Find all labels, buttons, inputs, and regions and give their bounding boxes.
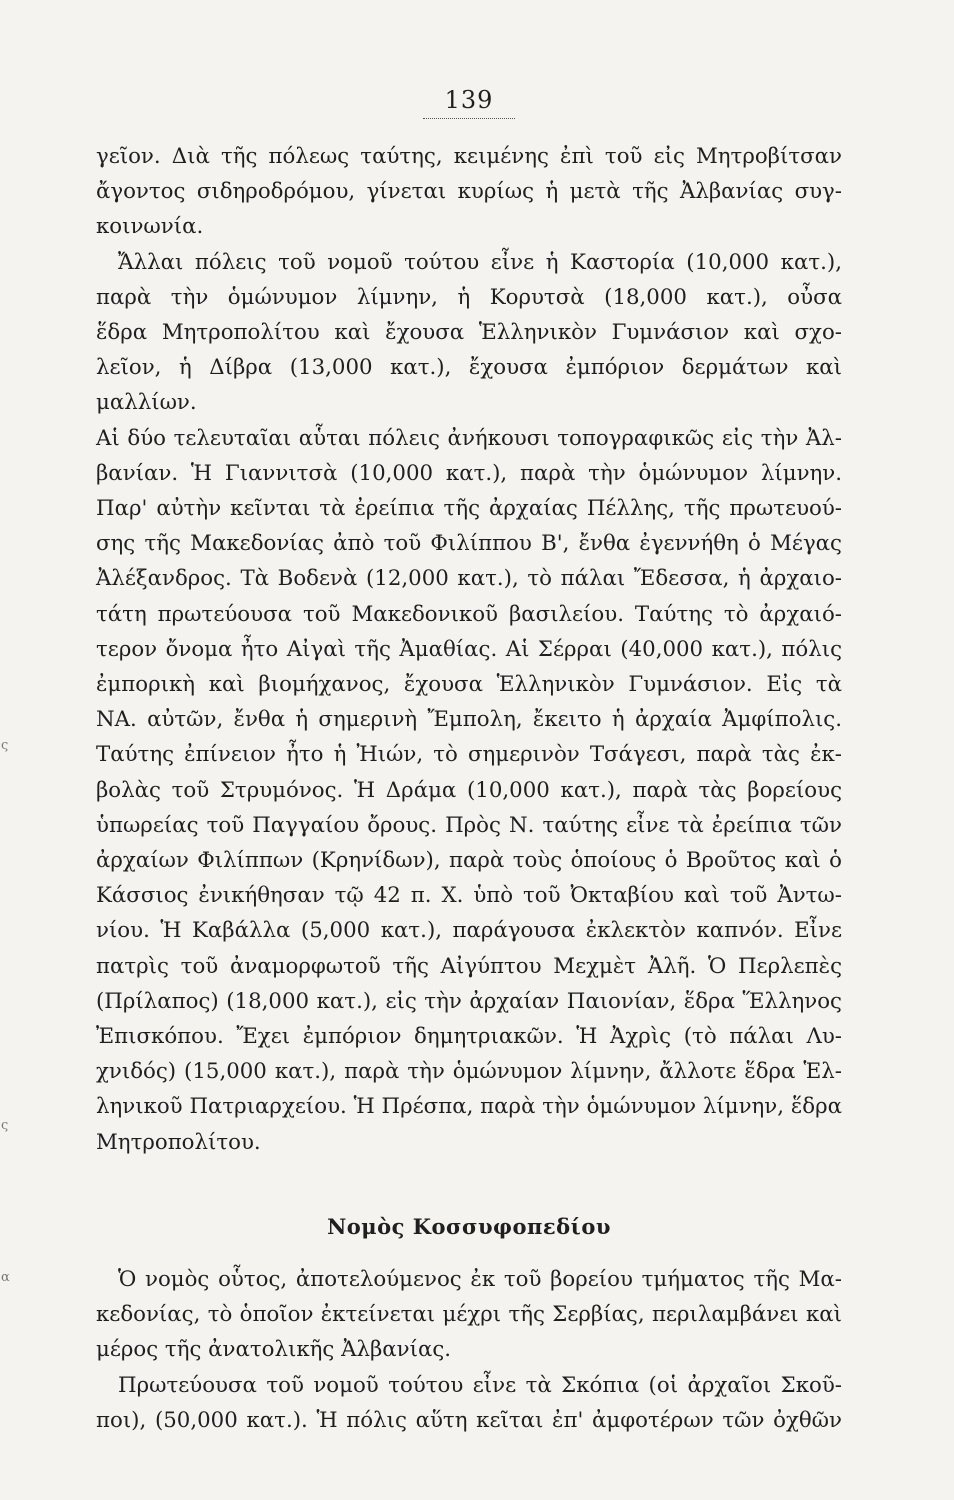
paragraph-4 [96, 1368, 842, 1438]
text-line: λεῖον, ἡ Δίβρα (13,000 κατ.), ἔχουσα ἐμπόριον δερμάτων καὶ μαλλίων. [96, 355, 842, 416]
text-line: κοινωνία. [96, 214, 204, 240]
margin-annotations [0, 0, 12, 1500]
text-line: Ἐπισκόπου. Ἔχει ἐμπόριον δημητριακῶν. Ἡ Ἀχρὶς (τὸ πάλαι Λυ- [96, 1024, 842, 1050]
text-line: ΝΑ. αὐτῶν, ἔνθα ἡ σημερινὴ Ἔμπολη, ἔκειτο ἡ ἀρχαία Ἀμφίπολις. [96, 707, 842, 733]
text-line: κεδονίας, τὸ ὁποῖον ἐκτείνεται μέχρι τῆς Σερβίας, περιλαμβάνει καὶ [96, 1302, 842, 1328]
text-line: ἐμπορικὴ καὶ βιομήχανος, ἔχουσα Ἑλληνικὸν Γυμνάσιον. Εἰς τὰ [96, 672, 842, 698]
text-line: σης τῆς Μακεδονίας ἀπὸ τοῦ Φιλίππου Β', ἔνθα ἐγεννήθη ὁ Μέγας [96, 531, 842, 557]
paragraph-1 [96, 139, 842, 245]
text-line: νίου. Ἡ Καβάλλα (5,000 κατ.), παράγουσα ἐκλεκτὸν καπνόν. Εἶνε [96, 918, 842, 944]
text-line: Παρ' αὐτὴν κεῖνται τὰ ἐρείπια τῆς ἀρχαίας Πέλλης, τῆς πρωτευού- [96, 496, 842, 522]
text-line: (Πρίλαπος) (18,000 κατ.), εἰς τὴν ἀρχαίαν Παιονίαν, ἕδρα Ἕλληνος [96, 988, 842, 1014]
text-line: Μητροπολίτου. [96, 1129, 261, 1155]
text-line: Ταύτης ἐπίνειον ἦτο ἡ Ἠιών, τὸ σημερινὸν Τσάγεσι, παρὰ τὰς ἐκ- [96, 742, 842, 768]
text-line: Ἀλέξανδρος. Τὰ Βοδενὰ (12,000 κατ.), τὸ πάλαι Ἔδεσσα, ἡ ἀρχαιο- [96, 566, 842, 592]
text-line: μέρος τῆς ἀνατολικῆς Ἀλβανίας. [96, 1337, 452, 1363]
text-line: Αἱ δύο τελευταῖαι αὗται πόλεις ἀνήκουσι τοπογραφικῶς εἰς τὴν Ἀλ- [96, 425, 842, 451]
page-number: 139 [444, 86, 494, 114]
text-line: χνιδός) (15,000 κατ.), παρὰ τὴν ὁμώνυμον λίμνην, ἄλλοτε ἕδρα Ἑλ- [96, 1059, 842, 1085]
paragraph-2 [96, 245, 842, 1160]
margin-mark: ς [1, 1118, 9, 1133]
margin-mark: ς [1, 738, 9, 753]
text-line: ληνικοῦ Πατριαρχείου. Ἡ Πρέσπα, παρὰ τὴν ὁμώνυμον λίμνην, ἕδρα [96, 1094, 842, 1120]
text-line: βολὰς τοῦ Στρυμόνος. Ἡ Δράμα (10,000 κατ.), παρὰ τὰς βορείους [96, 777, 842, 803]
text-line: παρὰ τὴν ὁμώνυμον λίμνην, ἡ Κορυτσὰ (18,000 κατ.), οὖσα [96, 284, 842, 310]
text-line: ἄγοντος σιδηροδρόμου, γίνεται κυρίως ἡ μετὰ τῆς Ἀλβανίας συγ- [96, 179, 842, 205]
text-line: τερον ὄνομα ἦτο Αἰγαὶ τῆς Ἀμαθίας. Αἱ Σέρραι (40,000 κατ.), πόλις [96, 636, 842, 662]
text-line: βανίαν. Ἡ Γιαννιτσὰ (10,000 κατ.), παρὰ τὴν ὁμώνυμον λίμνην. [96, 460, 842, 486]
text-line: ὑπωρείας τοῦ Παγγαίου ὄρους. Πρὸς Ν. ταύτης εἶνε τὰ ἐρείπια τῶν [96, 812, 842, 838]
text-line: Ὁ νομὸς οὗτος, ἀποτελούμενος ἐκ τοῦ βορείου τμήματος τῆς Μα- [118, 1266, 842, 1292]
text-line: ἀρχαίων Φιλίππων (Κρηνίδων), παρὰ τοὺς ὁποίους ὁ Βροῦτος καὶ ὁ [96, 848, 842, 874]
text-line: γεῖον. Διὰ τῆς πόλεως ταύτης, κειμένης ἐπὶ τοῦ εἰς Μητροβίτσαν [96, 144, 842, 169]
book-page [96, 86, 842, 1438]
section-heading: Νομὸς Κοσσυφοπεδίου [327, 1213, 611, 1239]
text-line: ποι), (50,000 κατ.). Ἡ πόλις αὕτη κεῖται ἐπ' ἀμφοτέρων τῶν ὀχθῶν [96, 1407, 842, 1433]
text-line: ἕδρα Μητροπολίτου καὶ ἔχουσα Ἑλληνικὸν Γυμνάσιον καὶ σχο- [96, 320, 842, 346]
text-line: τάτη πρωτεύουσα τοῦ Μακεδονικοῦ βασιλείου. Ταύτης τὸ ἀρχαιό- [96, 601, 842, 627]
page-number-rule [423, 118, 515, 119]
text-line: πατρὶς τοῦ ἀναμορφωτοῦ τῆς Αἰγύπτου Μεχμὲτ Ἀλῆ. Ὁ Περλεπὲς [96, 953, 842, 979]
text-line: Ἄλλαι πόλεις τοῦ νομοῦ τούτου εἶνε ἡ Καστορία (10,000 κατ.), [118, 249, 842, 275]
text-line: Πρωτεύουσα τοῦ νομοῦ τούτου εἶνε τὰ Σκόπια (οἱ ἀρχαῖοι Σκοῦ- [118, 1372, 842, 1398]
paragraph-3 [96, 1262, 842, 1368]
text-line: Κάσσιος ἐνικήθησαν τῷ 42 π. Χ. ὑπὸ τοῦ Ὀκταβίου καὶ τοῦ Ἀντω- [96, 883, 842, 909]
margin-mark: α [1, 1270, 10, 1285]
